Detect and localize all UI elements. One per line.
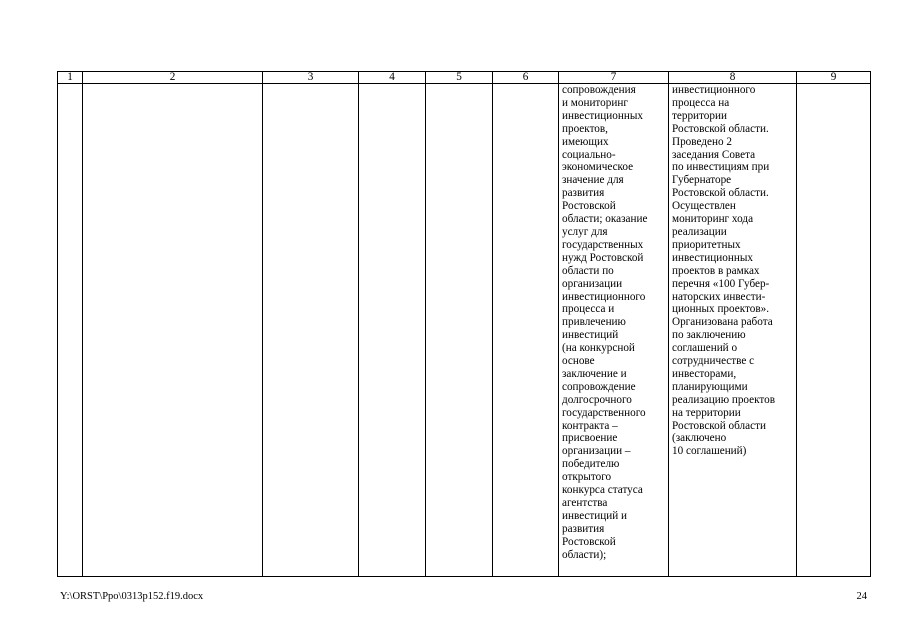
column-number-6: 6 <box>493 72 559 84</box>
column-number-1: 1 <box>58 72 83 84</box>
cell-col-1 <box>58 84 83 577</box>
document-table-container <box>57 71 871 577</box>
table-row <box>58 84 871 577</box>
table-header-row <box>58 72 871 84</box>
cell-col-2 <box>83 84 263 577</box>
column-number-7: 7 <box>559 72 669 84</box>
cell-col-8-result-text: инвестиционного процесса на территории Ростовской области. Проведено 2 заседания Совета по инвестициям при Губернаторе Ростовской области. Осуществлен мониторинг хода реализации приоритетных инвестиционных проектов в рамках перечня «100 Губер- наторских инвести- ционных проектов». Организована работа по заключению соглашений о сотрудничестве с инвесторами, планирующими реализацию проектов на территории Ростовской области (заключено 10 соглашений) <box>669 84 797 577</box>
column-number-4: 4 <box>359 72 426 84</box>
footer-page-number: 24 <box>856 591 867 602</box>
document-table <box>57 71 871 577</box>
cell-col-9 <box>797 84 871 577</box>
column-number-3: 3 <box>263 72 359 84</box>
cell-col-5 <box>426 84 493 577</box>
column-number-8: 8 <box>669 72 797 84</box>
cell-col-7-activity-text: сопровождения и мониторинг инвестиционных проектов, имеющих социально- экономическое значение для развития Ростовской области; оказание услуг для государственных нужд Ростовской области по организации инвестиционного процесса и привлечению инвестиций (на конкурсной основе заключение и сопровождение долгосрочного государственного контракта – присвоение организации – победителю открытого конкурса статуса агентства инвестиций и развития Ростовской области); <box>559 84 669 577</box>
cell-col-6 <box>493 84 559 577</box>
column-number-2: 2 <box>83 72 263 84</box>
column-number-5: 5 <box>426 72 493 84</box>
cell-col-3 <box>263 84 359 577</box>
cell-col-4 <box>359 84 426 577</box>
footer-file-path: Y:\ORST\Ppo\0313p152.f19.docx <box>60 591 204 602</box>
column-number-9: 9 <box>797 72 871 84</box>
